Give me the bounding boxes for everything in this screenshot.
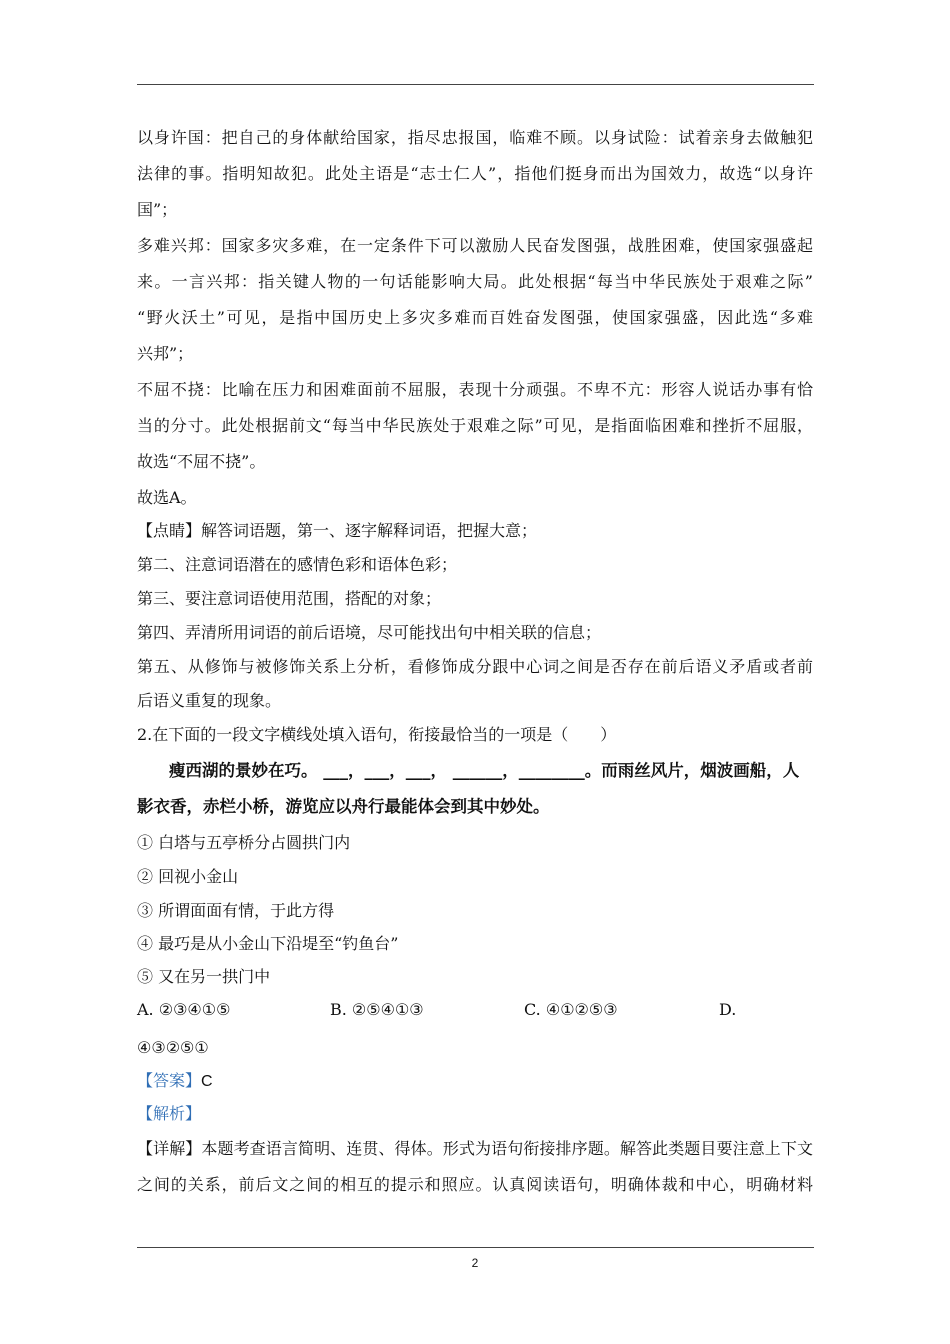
option-b: B. ②⑤④①③ [330, 1000, 424, 1019]
detail-line: 【详解】本题考查语言简明、连贯、得体。形式为语句衔接排序题。解答此类题目要注意上下文 [137, 1139, 813, 1158]
text-line: 后语义重复的现象。 [137, 691, 282, 710]
page-number: 2 [471, 1256, 479, 1270]
answer-line [137, 1071, 213, 1092]
passage-line: 瘦西湖的景妙在巧。 ___，___，___， ______，________。而雨丝风片，烟波画船，人 [169, 761, 800, 780]
text-line: 第五、从修饰与被修饰关系上分析，看修饰成分跟中心词之间是否存在前后语义矛盾或者前 [137, 657, 813, 676]
passage-line: 影衣香，赤栏小桥，游览应以舟行最能体会到其中妙处。 [137, 797, 550, 816]
text-line: 法律的事。指明知故犯。此处主语是“志士仁人”，指他们挺身而出为国效力，故选“以身许 [137, 164, 813, 183]
text-line: 国”； [137, 200, 178, 219]
text-line: 不屈不挠：比喻在压力和困难面前不屈服，表现十分顽强。不卑不亢：形容人说话办事有恰 [137, 380, 813, 399]
text-line: 故选A。 [137, 488, 197, 507]
option-d-value: ④③②⑤① [137, 1038, 209, 1057]
answer-value: C [201, 1073, 213, 1090]
option-a: A. ②③④①⑤ [137, 1000, 231, 1019]
text-line: 以身许国：把自己的身体献给国家，指尽忠报国，临难不顾。以身试险：试着亲身去做触犯 [137, 128, 813, 147]
text-line: 来。一言兴邦：指关键人物的一句话能影响大局。此处根据“每当中华民族处于艰难之际” [137, 272, 813, 291]
question-stem: 2.在下面的一段文字横线处填入语句，衔接最恰当的一项是（ ） [137, 725, 617, 744]
text-line: 第二、注意词语潜在的感情色彩和语体色彩； [137, 555, 458, 574]
text-line: 当的分寸。此处根据前文“每当中华民族处于艰难之际”可见，是指面临困难和挫折不屈服， [137, 416, 813, 435]
sentence-item: ② 回视小金山 [137, 867, 239, 886]
sentence-item: ① 白塔与五亭桥分占圆拱门内 [137, 833, 351, 852]
option-d: D. [719, 1000, 737, 1019]
footer-rule [137, 1247, 814, 1248]
text-line: 第三、要注意词语使用范围，搭配的对象； [137, 589, 442, 608]
analysis-label: 【解析】 [137, 1104, 202, 1123]
sentence-item: ⑤ 又在另一拱门中 [137, 967, 271, 986]
text-line: 第四、弄清所用词语的前后语境，尽可能找出句中相关联的信息； [137, 623, 602, 642]
text-line: 故选“不屈不挠”。 [137, 452, 266, 471]
answer-label: 【答案】 [137, 1071, 202, 1090]
text-line: “野火沃土”可见，是指中国历史上多灾多难而百姓奋发图强，使国家强盛，因此选“多难 [137, 308, 813, 327]
text-line: 兴邦”； [137, 344, 194, 363]
text-line: 【点睛】解答词语题，第一、逐字解释词语，把握大意； [137, 521, 538, 540]
sentence-item: ④ 最巧是从小金山下沿堤至“钓鱼台” [137, 934, 399, 953]
text-line: 多难兴邦：国家多灾多难，在一定条件下可以激励人民奋发图强，战胜困难，使国家强盛起 [137, 236, 813, 255]
detail-line: 之间的关系，前后文之间的相互的提示和照应。认真阅读语句，明确体裁和中心，明确材料 [137, 1175, 813, 1194]
sentence-item: ③ 所谓面面有情，于此方得 [137, 901, 335, 920]
header-rule [137, 84, 814, 85]
option-c: C. ④①②⑤③ [524, 1000, 618, 1019]
